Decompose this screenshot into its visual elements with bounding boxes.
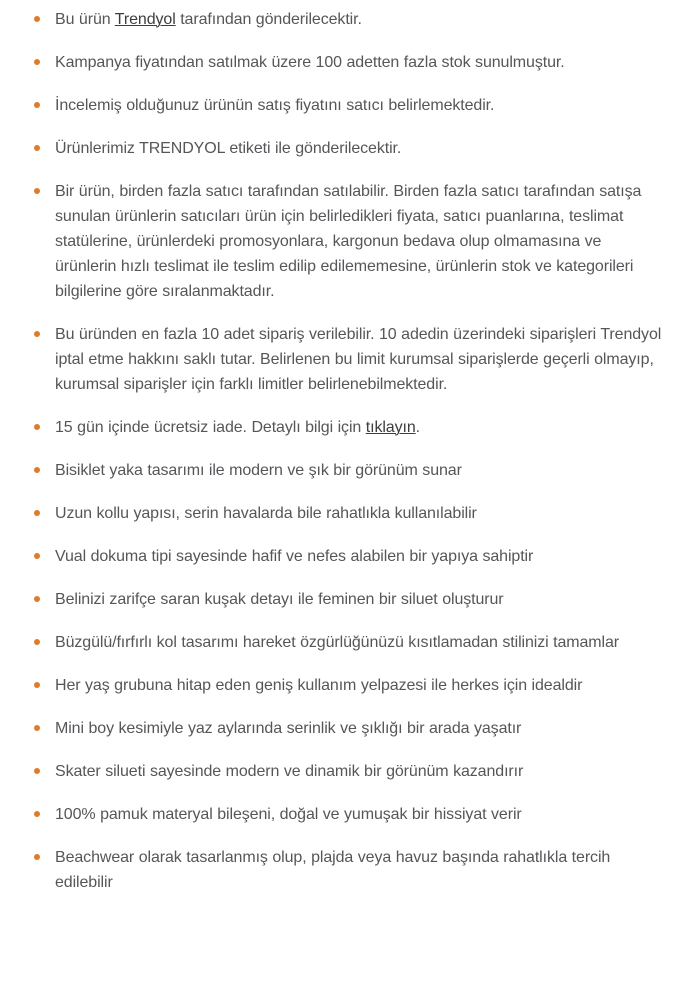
list-item bbox=[0, 179, 700, 304]
list-item-text bbox=[55, 415, 665, 440]
bullet-icon bbox=[34, 854, 40, 860]
list-item bbox=[0, 501, 700, 526]
list-item bbox=[0, 587, 700, 612]
list-item-text: Uzun kollu yapısı, serin havalarda bile rahatlıkla kullanılabilir bbox=[55, 505, 477, 522]
bullet-icon bbox=[34, 424, 40, 430]
list-item bbox=[0, 759, 700, 784]
list-item-text: Her yaş grubuna hitap eden geniş kullanım yelpazesi ile herkes için idealdir bbox=[55, 677, 583, 694]
list-item-text: Beachwear olarak tasarlanmış olup, plajda veya havuz başında rahatlıkla tercih edilebilir bbox=[55, 849, 611, 891]
list-item-text: Mini boy kesimiyle yaz aylarında serinlik ve şıklığı bir arada yaşatır bbox=[55, 720, 522, 737]
list-item-text: Büzgülü/fırfırlı kol tasarımı hareket özgürlüğünüzü kısıtlamadan stilinizi tamamlar bbox=[55, 634, 620, 651]
list-item bbox=[0, 7, 700, 32]
text-segment: 15 gün içinde ücretsiz iade. Detaylı bilgi için bbox=[55, 419, 366, 436]
list-item bbox=[0, 544, 700, 569]
list-item bbox=[0, 673, 700, 698]
list-item-text: Bir ürün, birden fazla satıcı tarafından satılabilir. Birden fazla satıcı tarafından satışa sunulan ürünlerin satıcıları ürün için belirledikleri fiyata, satıcı puanlarına, teslimat statülerine, ürünlerdeki promosyonlara, kargonun bedava olup olmamasına ve ürünlerin hızlı teslimat ile teslim edilip edilememesine, ürünlerin stok ve kategorileri bilgilerine göre sıralanmaktadır. bbox=[55, 183, 642, 300]
bullet-icon bbox=[34, 725, 40, 731]
product-info-panel bbox=[0, 7, 700, 895]
bullet-icon bbox=[34, 331, 40, 337]
bullet-icon bbox=[34, 682, 40, 688]
bullet-icon bbox=[34, 596, 40, 602]
list-item bbox=[0, 716, 700, 741]
bullet-icon bbox=[34, 16, 40, 22]
list-item-text: Vual dokuma tipi sayesinde hafif ve nefes alabilen bir yapıya sahiptir bbox=[55, 548, 534, 565]
trendyol-link[interactable]: Trendyol bbox=[114, 11, 176, 28]
list-item-text: 100% pamuk materyal bileşeni, doğal ve yumuşak bir hissiyat verir bbox=[55, 806, 522, 823]
bullet-icon bbox=[34, 467, 40, 473]
list-item bbox=[0, 50, 700, 75]
list-item bbox=[0, 136, 700, 161]
list-item-text: Bu üründen en fazla 10 adet sipariş verilebilir. 10 adedin üzerindeki siparişleri Trendyol iptal etme hakkını saklı tutar. Belirlenen bu limit kurumsal siparişlerde geçerli olmayıp, kurumsal siparişler için farklı limitler belirlenebilmektedir. bbox=[55, 326, 662, 393]
list-item-text: Kampanya fiyatından satılmak üzere 100 adetten fazla stok sunulmuştur. bbox=[55, 54, 565, 71]
list-item-text: Skater silueti sayesinde modern ve dinamik bir görünüm kazandırır bbox=[55, 763, 524, 780]
text-segment: . bbox=[415, 419, 420, 436]
list-item bbox=[0, 93, 700, 118]
list-item bbox=[0, 458, 700, 483]
list-item bbox=[0, 845, 700, 895]
bullet-icon bbox=[34, 639, 40, 645]
text-segment: Bu ürün bbox=[55, 11, 115, 28]
list-item bbox=[0, 322, 700, 397]
bullet-icon bbox=[34, 145, 40, 151]
text-segment: tarafından gönderilecektir. bbox=[175, 11, 362, 28]
list-item bbox=[0, 630, 700, 655]
list-item-text: Ürünlerimiz TRENDYOL etiketi ile gönderilecektir. bbox=[55, 140, 402, 157]
list-item-text: İncelemiş olduğunuz ürünün satış fiyatını satıcı belirlemektedir. bbox=[55, 97, 495, 114]
bullet-icon bbox=[34, 510, 40, 516]
bullet-icon bbox=[34, 102, 40, 108]
bullet-icon bbox=[34, 553, 40, 559]
return-details-link[interactable]: tıklayın bbox=[365, 419, 416, 436]
bullet-icon bbox=[34, 768, 40, 774]
bullet-icon bbox=[34, 811, 40, 817]
list-item-text: Belinizi zarifçe saran kuşak detayı ile feminen bir siluet oluşturur bbox=[55, 591, 504, 608]
list-item bbox=[0, 802, 700, 827]
list-item-text bbox=[55, 7, 665, 32]
product-info-list bbox=[0, 7, 700, 895]
list-item-text: Bisiklet yaka tasarımı ile modern ve şık bir görünüm sunar bbox=[55, 462, 462, 479]
bullet-icon bbox=[34, 188, 40, 194]
bullet-icon bbox=[34, 59, 40, 65]
list-item bbox=[0, 415, 700, 440]
